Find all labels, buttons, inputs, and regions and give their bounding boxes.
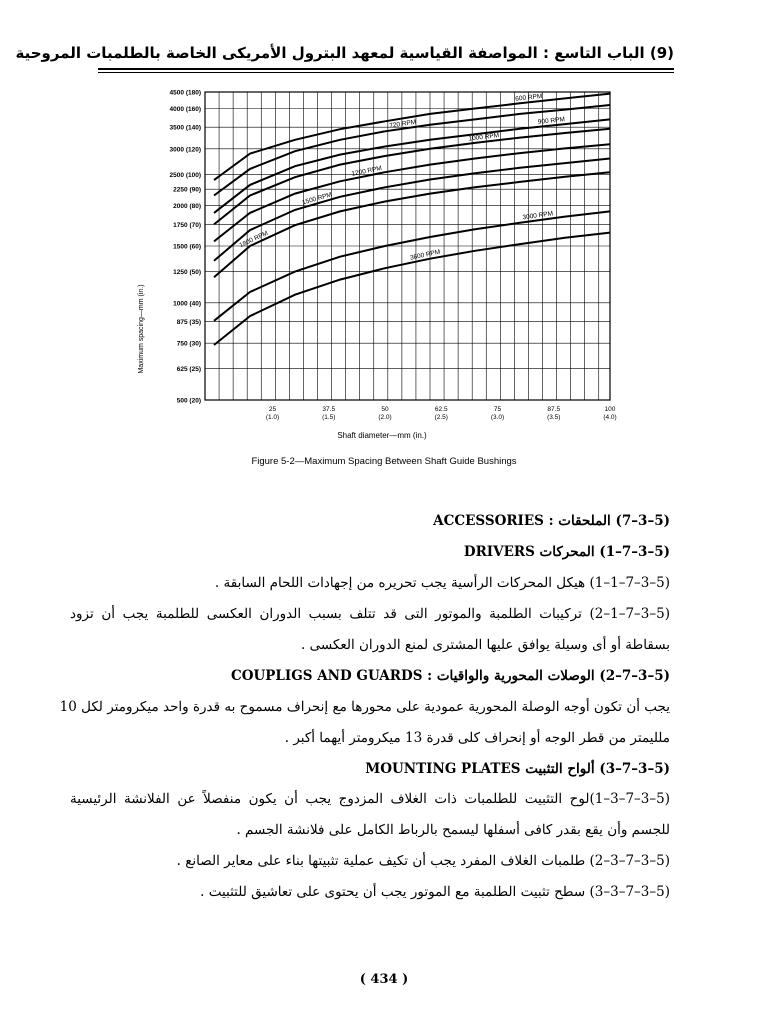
page-header: (9) الباب التاسع : المواصفة القياسية لمعهد البترول الأمريكى الخاصة بالطلمبات المروحية <box>15 44 674 62</box>
series-label: 3000 RPM <box>522 210 554 222</box>
x-tick-label: 62.5 <box>434 406 448 413</box>
section-heading-drivers: (5–3–7–1) المحركات DRIVERS <box>463 544 670 560</box>
y-tick-label: 3000 (120) <box>169 146 201 154</box>
series-label: 900 RPM <box>537 116 566 126</box>
series-label: 1000 RPM <box>468 132 500 143</box>
series-label: 1500 RPM <box>301 191 333 207</box>
y-tick-label: 500 (20) <box>176 397 201 405</box>
series-line <box>214 119 610 212</box>
figure-caption: Figure 5-2—Maximum Spacing Between Shaft Guide Bushings <box>251 456 517 467</box>
x-tick-labels <box>266 406 617 421</box>
paragraph-couplings: يجب أن تكون أوجه الوصلة المحورية عمودية على محورها مع إنحراف مسموح به قدرة واحد ميكرومتر لكل 10 <box>59 699 670 715</box>
section-heading-mounting-plates: (5–3–7–3) ألواح التثبيت MOUNTING PLATES <box>365 761 670 777</box>
document-body <box>59 506 670 908</box>
section-heading-accessories: (5–3–7) الملحقات : ACCESSORIES <box>433 513 670 529</box>
y-tick-label: 2000 (80) <box>173 203 201 211</box>
y-tick-label: 1750 (70) <box>173 221 201 229</box>
chart-series <box>214 93 610 345</box>
y-tick-label: 1250 (50) <box>173 269 201 277</box>
paragraph-mounting-3: (5–3–7–3–3) سطح تثبيت الطلمبة مع الموتور يجب أن يحتوى على تعاشيق للتثبيت . <box>200 884 670 900</box>
x-tick-label: 50 <box>381 406 389 413</box>
y-tick-label: 750 (30) <box>176 340 201 348</box>
x-tick-sublabel: (4.0) <box>603 414 617 421</box>
x-tick-label: 37.5 <box>322 406 336 413</box>
series-label: 1800 RPM <box>238 229 270 250</box>
y-tick-label: 1000 (40) <box>173 300 201 308</box>
x-tick-sublabel: (3.5) <box>547 414 561 421</box>
y-tick-labels <box>170 90 201 405</box>
paragraph-drivers-1: (5–3–7–1–1) هيكل المحركات الرأسية يجب تحريره من إجهادات اللحام السابقة . <box>214 575 670 591</box>
series-label: 720 RPM <box>388 118 417 130</box>
x-tick-sublabel: (3.0) <box>490 414 505 421</box>
header-rule-thick <box>98 68 674 70</box>
y-tick-label: 1500 (60) <box>173 243 201 251</box>
chart-grid <box>205 92 610 400</box>
series-label: 600 RPM <box>514 92 543 103</box>
x-tick-label: 87.5 <box>547 406 561 413</box>
series-line <box>214 233 610 345</box>
y-tick-label: 4500 (180) <box>169 89 201 97</box>
paragraph-mounting-1-cont: للجسم وأن يقع بقدر كافى أسفلها ليسمح بالرباط الكامل على فلانشة الجسم . <box>236 822 670 838</box>
y-tick-label: 875 (35) <box>176 319 201 327</box>
x-tick-sublabel: (2.0) <box>378 414 392 421</box>
y-tick-label: 625 (25) <box>176 366 201 374</box>
x-tick-sublabel: (1.5) <box>322 414 336 421</box>
page-number: ( 434 ) <box>359 972 409 987</box>
paragraph-drivers-2-cont: بسقاطة أو أى وسيلة يوافق عليها المشترى لمنع الدوران العكسى . <box>300 637 670 653</box>
y-tick-label: 3500 (140) <box>169 124 201 132</box>
paragraph-mounting-1: (5–3–7–3–1)لوح التثبيت للطلمبات ذات الغلاف المزدوج يجب أن يكون منفصلاً عن الفلانشة الرئيسية <box>70 791 670 807</box>
x-axis-label: Shaft diameter—mm (in.) <box>337 431 427 440</box>
y-tick-label: 2250 (90) <box>173 186 201 194</box>
y-tick-label: 4000 (160) <box>169 106 201 114</box>
paragraph-couplings-cont: ملليمتر من قطر الوجه أو إنحراف كلى قدرة 13 ميكرومتر أيهما أكبر . <box>284 730 670 746</box>
paragraph-drivers-2: (5–3–7–1–2) تركيبات الطلمبة والموتور التى قد تتلف بسبب الدوران العكسى للطلمبة يجب أن تزود <box>70 606 670 622</box>
x-tick-label: 75 <box>493 406 502 413</box>
x-tick-label: 25 <box>268 406 277 413</box>
header-rule-thin <box>98 72 674 73</box>
paragraph-mounting-2: (5–3–7–3–2) طلمبات الغلاف المفرد يجب أن تكيف عملية تثبيتها بناء على معاير الصانع . <box>176 853 670 869</box>
series-label: 1200 RPM <box>350 164 383 178</box>
y-tick-label: 2500 (100) <box>169 171 201 179</box>
x-tick-label: 100 <box>604 406 616 413</box>
y-axis-label: Maximum spacing—mm (in.) <box>138 284 145 374</box>
x-tick-sublabel: (2.5) <box>434 414 448 421</box>
x-tick-sublabel: (1.0) <box>265 414 280 421</box>
series-label: 3600 RPM <box>409 248 441 262</box>
section-heading-couplings: (5–3–7–2) الوصلات المحورية والواقيات : COUPLIGS AND GUARDS <box>230 668 670 684</box>
spacing-chart <box>120 82 620 444</box>
